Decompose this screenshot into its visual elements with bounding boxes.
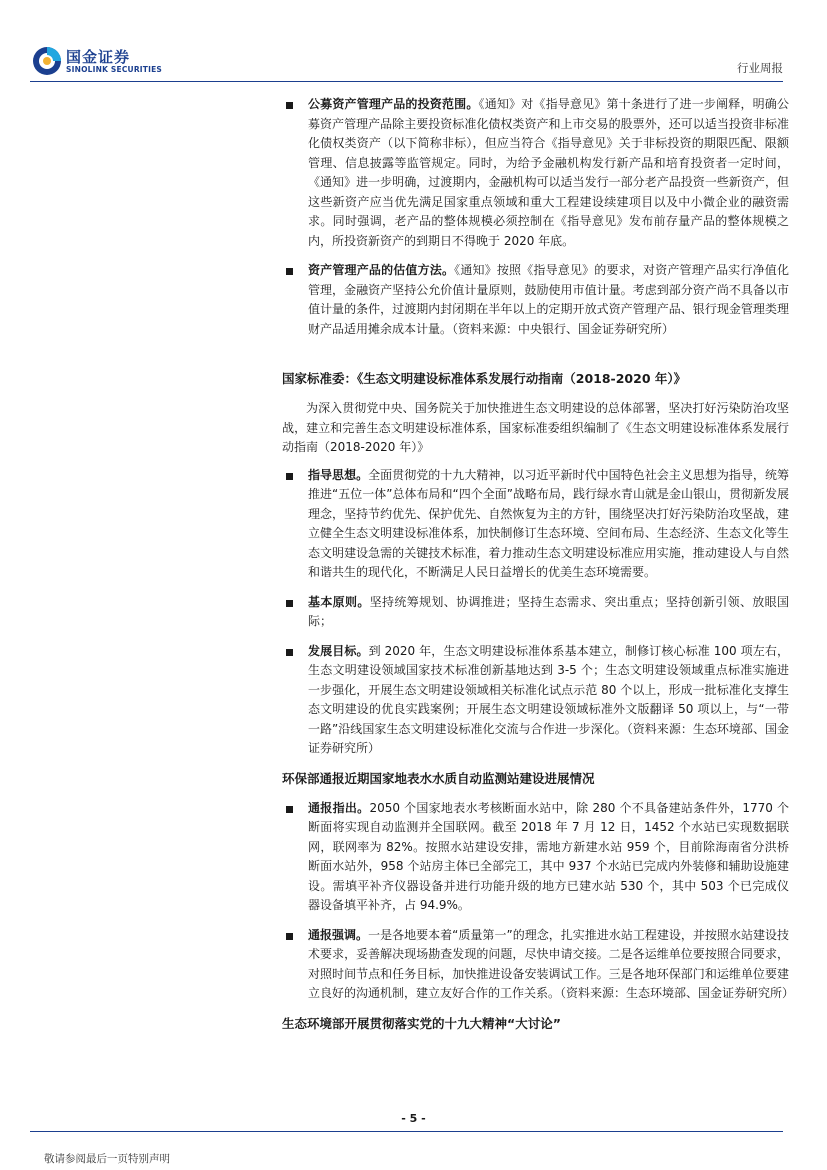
- square-bullet-icon: [286, 933, 293, 940]
- square-bullet-icon: [286, 102, 293, 109]
- square-bullet-icon: [286, 806, 293, 813]
- page-number: - 5 -: [401, 1112, 426, 1125]
- disclaimer-note: 敬请参阅最后一页特别声明: [44, 1153, 170, 1165]
- body-paragraph: 为深入贯彻党中央、国务院关于加快推进生态文明建设的总体部署，坚决打好污染防治攻坚战，建立和完善生态文明建设标准体系，国家标准委组织编制了《生态文明建设标准体系发展行动指南（2018-2020 年）》: [282, 401, 789, 454]
- square-bullet-icon: [286, 473, 293, 480]
- square-bullet-icon: [286, 268, 293, 275]
- logo-chinese-name: 国金证券: [66, 48, 131, 66]
- section-heading: 国家标准委：《生态文明建设标准体系发展行动指南（2018-2020 年）》: [282, 371, 687, 386]
- bullet-text: 坚持统筹规划、协调推进；坚持生态需求、突出重点；坚持创新引领、放眼国际；: [308, 594, 789, 628]
- bullet-text: 2050 个国家地表水考核断面水站中，除 280 个不具备建站条件外，1770 个断面将实现自动监测并全国联网。截至 2018 年 7 月 12 日，1452 个水站已实现数据联网，联网率为 82%。按照水站建设安排，需地方新建水站 959 个，目前除海南省分洪桥断面水站外，958 个站房主体已全部完工，其中 937 个水站已完成内外装修和辅助设施建设。需填平补齐仪器设备并进行功能升级的地方已建水站 530 个，其中 503 个已完成仪器设备填平补齐，占 94.9%。: [308, 800, 789, 912]
- logo-english-name: SINOLINK SECURITIES: [66, 65, 163, 74]
- bullet-text: 到 2020 年，生态文明建设标准体系基本建立，制修订核心标准 100 项左右，生态文明建设领域国家技术标准创新基地达到 3-5 个；生态文明建设领域重点标准实施进一步强化，开展生态文明建设领域相关标准化试点示范 80 个以上，形成一批标准化支撑生态文明建设的优良实践案例；开展生态文明建设领域标准外文版翻译 50 项以上，与“一带一路”沿线国家生态文明建设标准化交流与合作进一步深化。（资料来源：生态环境部、国金证券研究所）: [308, 643, 789, 755]
- footer-divider: [30, 1131, 783, 1132]
- bullet-title: 发展目标。: [308, 643, 369, 658]
- bullet-title: 基本原则。: [308, 594, 370, 609]
- bullet-item: [282, 261, 789, 339]
- bullet-text: 全面贯彻党的十九大精神，以习近平新时代中国特色社会主义思想为指导，统筹推进“五位一体”总体布局和“四个全面”战略布局，践行绿水青山就是金山银山，贯彻新发展理念，坚持节约优先、保护优先、自然恢复为主的方针，围绕坚决打好污染防治攻坚战，建立健全生态文明建设标准体系，加快制修订生态环境、空间布局、生态经济、生态文化等生态文明建设急需的关键技术标准，着力推动生态文明建设标准应用实施，推动建设人与自然和谐共生的现代化，不断满足人民日益增长的优美生态环境需要。: [308, 467, 789, 579]
- bullet-item: [282, 926, 795, 1004]
- section-heading: 环保部通报近期国家地表水水质自动监测站建设进展情况: [282, 770, 595, 786]
- main-content: [282, 95, 795, 1044]
- bullet-title: 资产管理产品的估值方法。: [308, 263, 455, 277]
- bullet-text: 一是各地要本着“质量第一”的理念，扎实推进水站工程建设，并按照水站建设技术要求，妥善解决现场勘查发现的问题，尽快申请交接。二是各运维单位要按照合同要求，对照时间节点和任务目标，加快推进设备安装调试工作。三是各地环保部门和运维单位要建立良好的沟通机制，建立友好合作的工作关系。（资料来源：生态环境部、国金证券研究所）: [308, 927, 795, 1000]
- section-heading: 生态环境部开展贯彻落实党的十九大精神“大讨论”: [282, 1015, 561, 1031]
- company-logo: [32, 44, 172, 78]
- bullet-text: 《通知》对《指导意见》第十条进行了进一步阐释，明确公募资产管理产品除主要投资标准化债权类资产和上市交易的股票外，还可以适当投资非标准化债权类资产（以下简称非标），但应当符合《指导意见》关于非标投资的期限匹配、限额管理、信息披露等监管规定。同时，为给予金融机构发行新产品和培育投资者一定时间，《通知》进一步明确，过渡期内，金融机构可以适当发行一部分老产品投资一些新资产，但这些新资产应当优先满足国家重点领域和重大工程建设续建项目以及中小微企业的融资需求。同时强调，老产品的整体规模必须控制在《指导意见》发布前存量产品的整体规模之内，所投资新资产的到期日不得晚于 2020 年底。: [308, 97, 789, 248]
- bullet-item: [282, 642, 789, 759]
- bullet-title: 指导思想。: [308, 467, 369, 482]
- bullet-title: 公募资产管理产品的投资范围。: [308, 97, 479, 111]
- square-bullet-icon: [286, 649, 293, 656]
- header-divider: [30, 81, 783, 82]
- bullet-item: [282, 466, 789, 583]
- sinolink-logo-icon: [32, 46, 62, 76]
- page-header: [0, 0, 827, 90]
- bullet-item: [282, 593, 789, 632]
- square-bullet-icon: [286, 600, 293, 607]
- bullet-item: [282, 799, 789, 916]
- bullet-title: 通报指出。: [308, 800, 370, 815]
- report-type-label: 行业周报: [737, 61, 783, 75]
- bullet-text: 《通知》按照《指导意见》的要求，对资产管理产品实行净值化管理，金融资产坚持公允价值计量原则，鼓励使用市值计量。考虑到部分资产尚不具备以市值计量的条件，过渡期内封闭期在半年以上的定期开放式资产管理产品、银行现金管理类理财产品适用摊余成本计量。（资料来源：中央银行、国金证券研究所）: [308, 263, 789, 336]
- bullet-title: 通报强调。: [308, 927, 369, 942]
- bullet-item: [282, 95, 789, 251]
